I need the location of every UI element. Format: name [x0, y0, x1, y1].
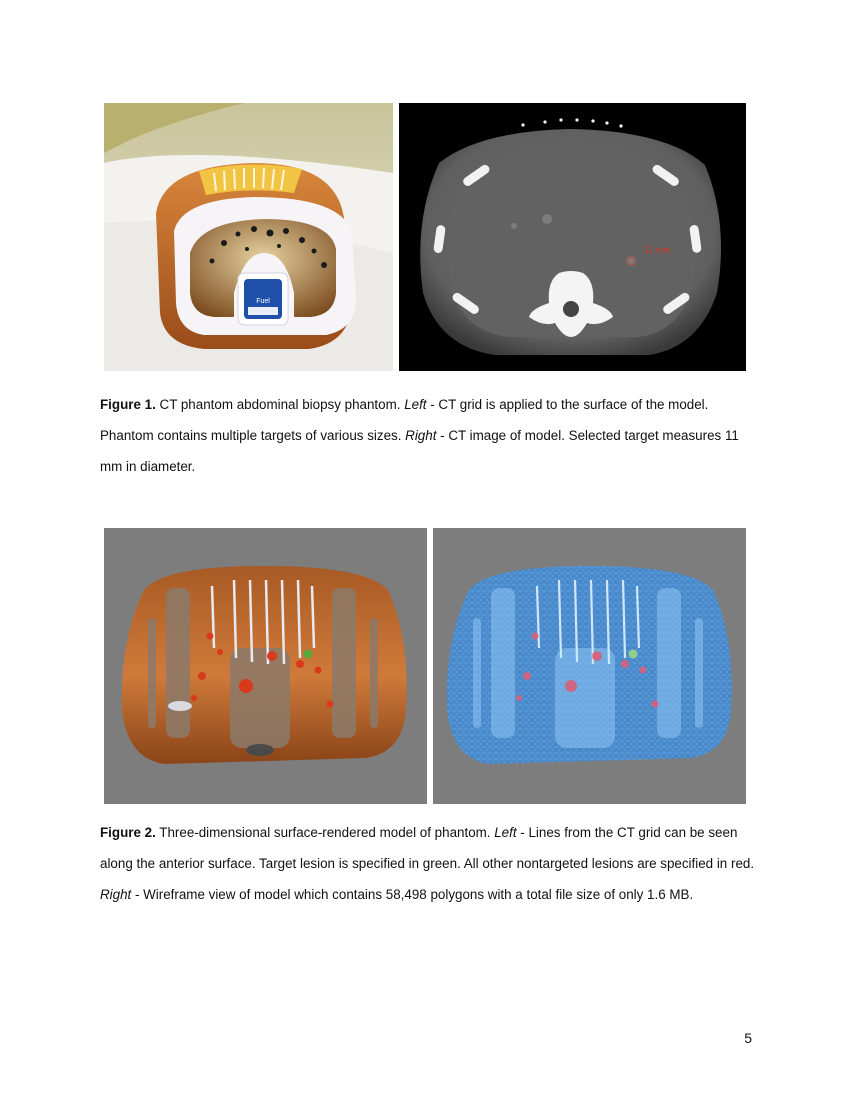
figure1-right-ct-image	[399, 103, 746, 371]
figure2-right-text: - Wireframe view of model which contains 58,498 polygons with a total file size of only 1.6 MB.	[131, 887, 694, 902]
figure2-left-text: - Lines from the CT grid can be seen along the anterior surface. Target lesion is specified in green. All other nontargeted lesions are specified in red.	[100, 825, 755, 871]
svg-text:Fuel: Fuel	[256, 298, 270, 305]
figure1-label: Figure 1.	[100, 397, 156, 412]
figure2-label: Figure 2.	[100, 825, 156, 840]
target-lesion-green	[304, 650, 313, 659]
figure2-right-word: Right	[100, 887, 132, 902]
figure2-left-surface-render	[104, 528, 427, 804]
figure1-left-photo	[104, 103, 393, 371]
figure1-right-text: - CT image of model. Selected target measures 11 mm in diameter.	[100, 428, 739, 474]
page-number: 5	[744, 1030, 752, 1046]
figure2-right-wireframe	[433, 528, 746, 804]
figure1-right-word: Right	[405, 428, 437, 443]
figure2-sentence1: Three-dimensional surface-rendered model of phantom.	[155, 825, 495, 840]
figure2-left-word: Left	[494, 825, 517, 840]
figure1-sentence1: CT phantom abdominal biopsy phantom.	[155, 397, 405, 412]
figure1-caption	[100, 389, 760, 482]
ct-measurement-label: 11 mm	[644, 245, 671, 255]
figure1-left-word: Left	[404, 397, 427, 412]
figure2-caption	[100, 817, 760, 910]
figure1-left-text: - CT grid is applied to the surface of the model. Phantom contains multiple targets of various sizes.	[100, 397, 709, 443]
